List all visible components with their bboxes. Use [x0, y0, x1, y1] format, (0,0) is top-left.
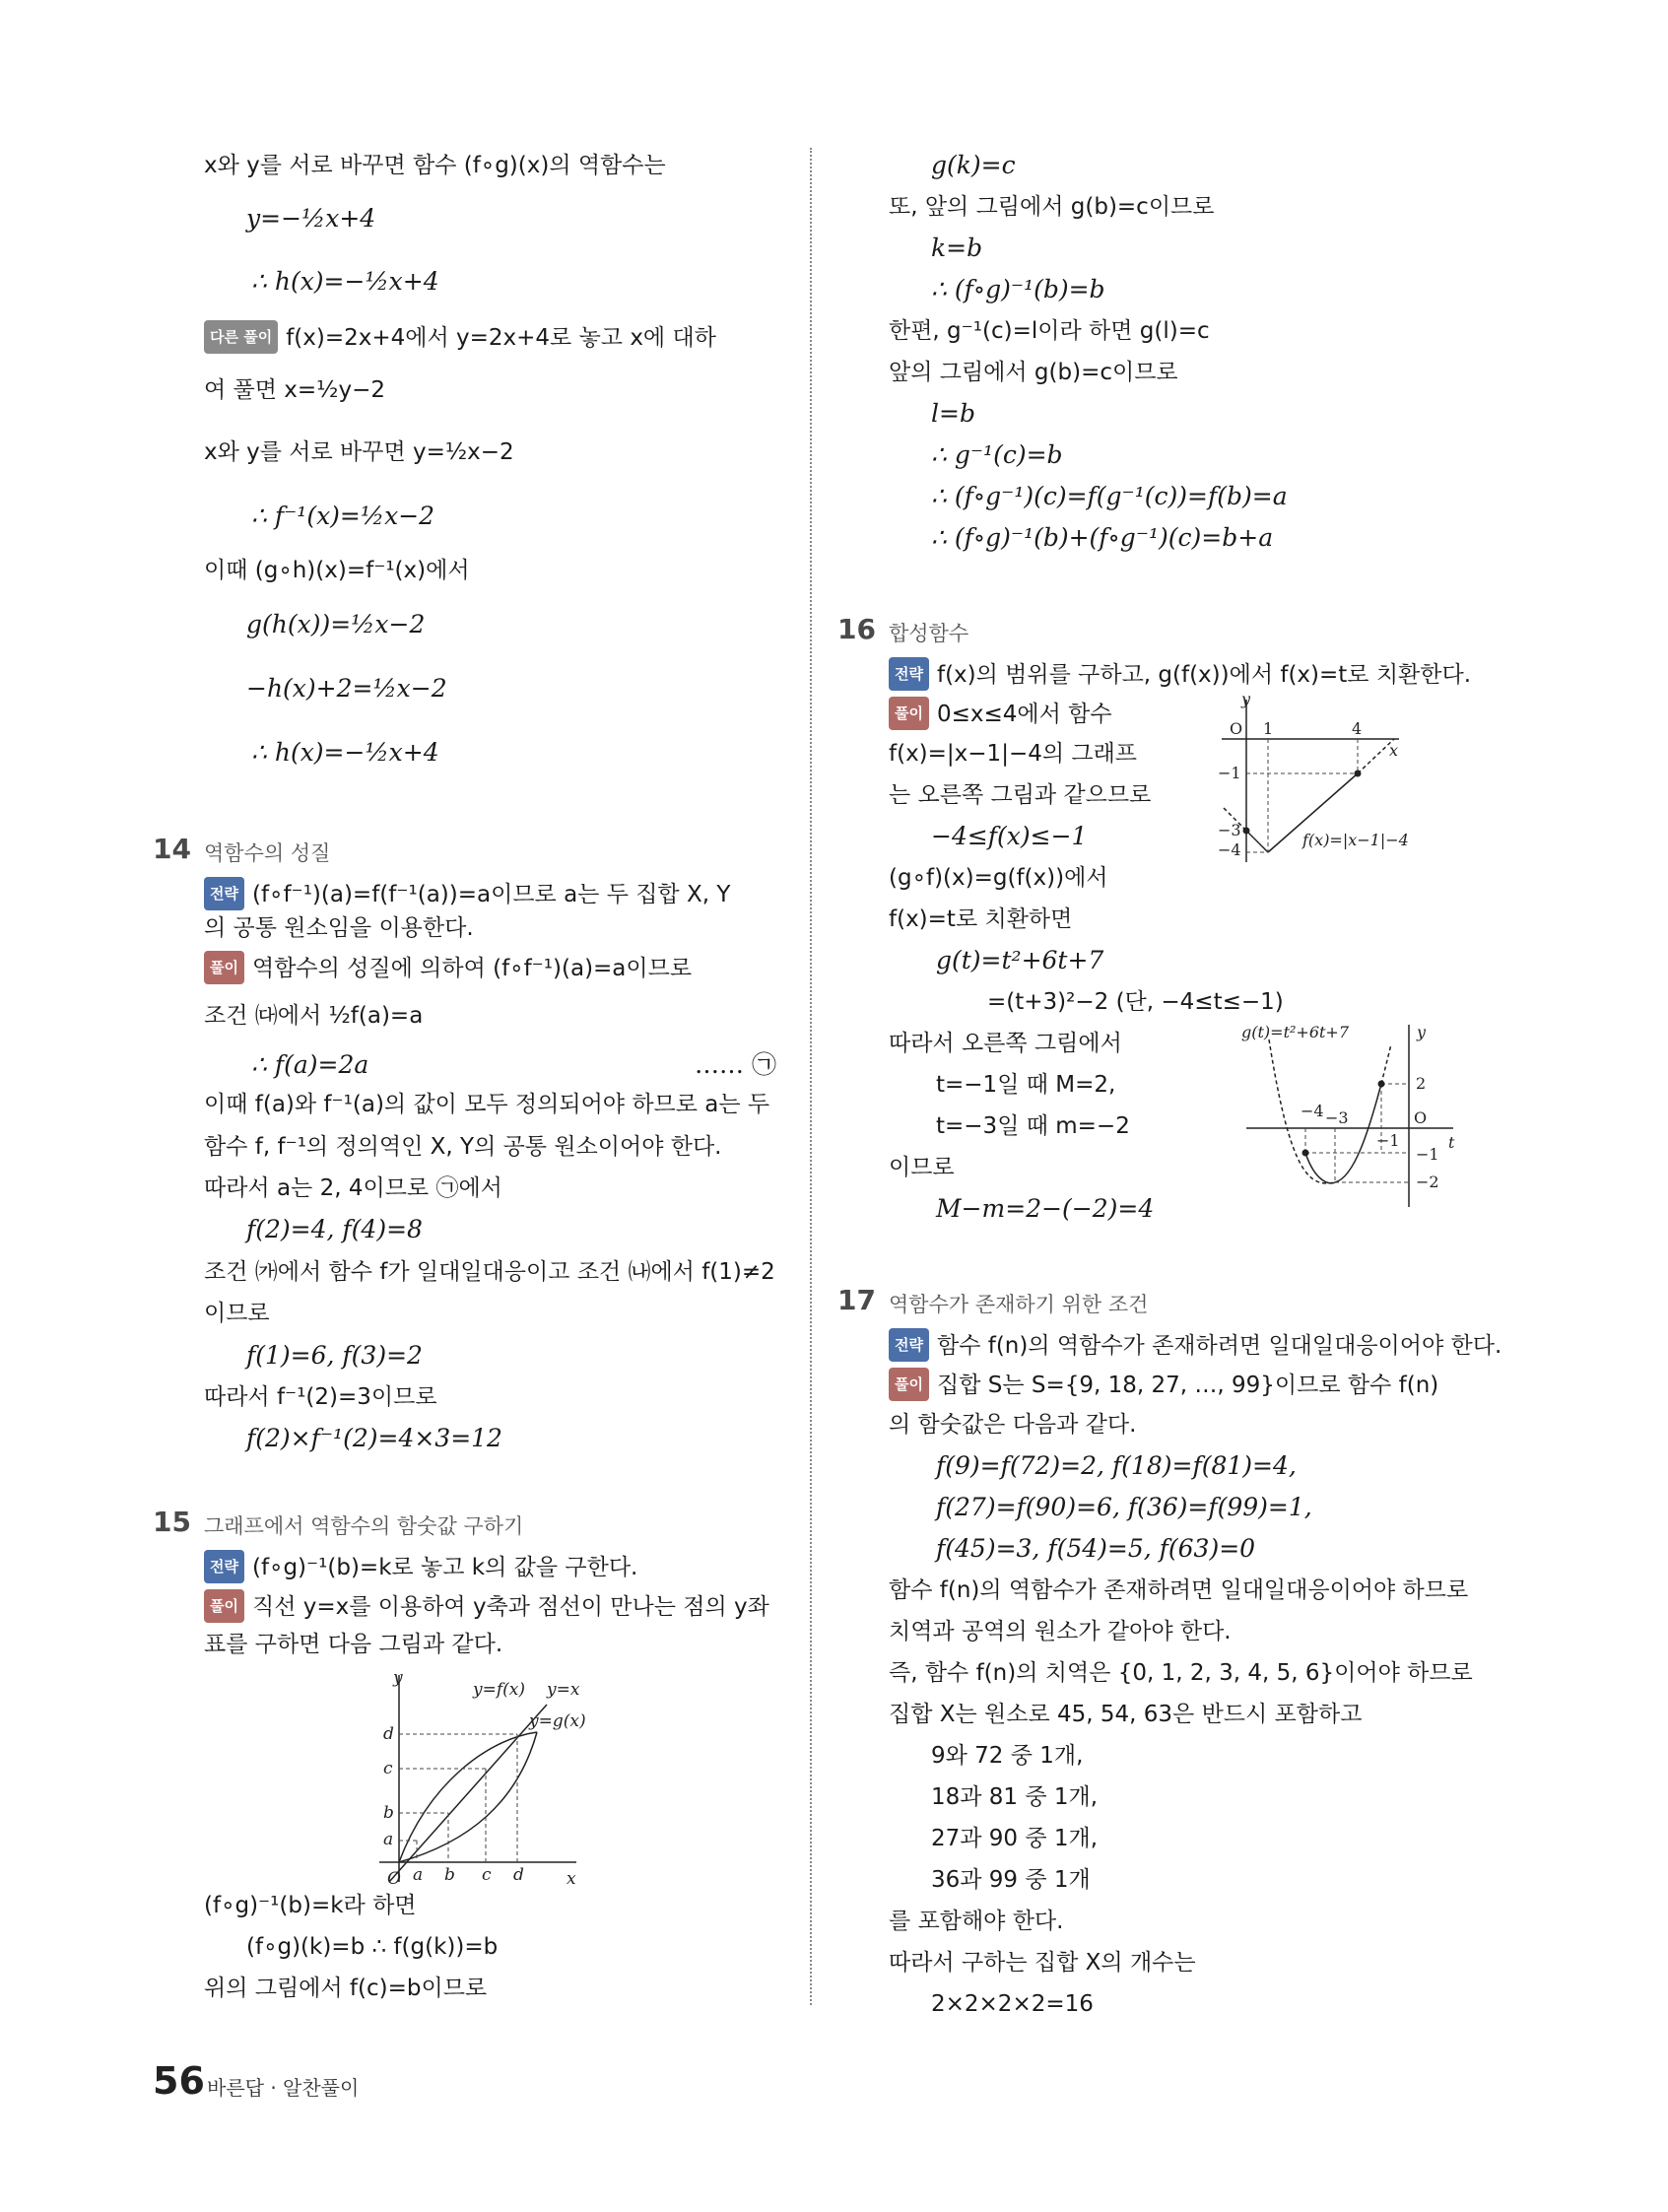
sec17-line-16: 따라서 구하는 집합 X의 개수는 [889, 1950, 1196, 1976]
sec14-strategy [204, 877, 730, 910]
section-15-number: 15 [153, 1506, 191, 1538]
sec17-line-15: 를 포함해야 한다. [889, 1909, 1064, 1934]
graph1-tick-1: 1 [1263, 719, 1274, 738]
graph-f-label: y=f(x) [473, 1680, 525, 1700]
graph-g-quadratic [1232, 1020, 1488, 1212]
right-line-8: ∴ g⁻¹(c)=b [931, 440, 1063, 469]
sec16-line-1: f(x)의 범위를 구하고, g(f(x))에서 f(x)=t로 치환한다. [936, 662, 1472, 688]
sec16-line-11: t=−1일 때 M=2, [936, 1072, 1116, 1098]
sec16-line-6: (g∘f)(x)=g(f(x))에서 [889, 865, 1108, 891]
column-divider [810, 148, 812, 2005]
section-17-number: 17 [837, 1284, 876, 1316]
sec16-line-2: 0≤x≤4에서 함수 [936, 702, 1112, 727]
sec17-line-2: 집합 S는 S={9, 18, 27, …, 99}이므로 함수 f(n) [936, 1373, 1439, 1398]
sec16-line-8: g(t)=t²+6t+7 [936, 946, 1104, 974]
tick-x-b: b [444, 1865, 455, 1885]
sec14-line-4: 조건 ㈐에서 ½f(a)=a [204, 1003, 424, 1029]
graph2-tick-m2: −2 [1416, 1173, 1439, 1191]
section-16-title: 합성함수 [889, 622, 969, 645]
sec16-line-5: −4≤f(x)≤−1 [931, 822, 1088, 850]
section-14-title: 역함수의 성질 [204, 841, 331, 865]
footer-title: 바른답 · 알찬풀이 [207, 2076, 360, 2100]
sec14-line-1: (f∘f⁻¹)(a)=f(f⁻¹(a))=a이므로 a는 두 집합 X, Y [251, 882, 731, 907]
right-line-3: k=b [931, 234, 983, 262]
sec16-line-4: 는 오른쪽 그림과 같으므로 [889, 782, 1152, 808]
solution-tag: 풀이 [889, 1368, 929, 1401]
sec14-line-9: 따라서 a는 2, 4이므로 ㉠에서 [204, 1175, 502, 1201]
curve-g-domain [1305, 1084, 1381, 1183]
sec15-line-2: 직선 y=x를 이용하여 y축과 점선이 만나는 점의 y좌 [251, 1594, 769, 1620]
sec17-line-17: 2×2×2×2=16 [931, 1991, 1094, 2017]
alt-solution-tag: 다른 풀이 [204, 320, 278, 354]
left-line-10: −h(x)+2=½x−2 [246, 674, 447, 703]
section-14-number: 14 [153, 833, 191, 865]
sec17-line-8: 치역과 공역의 원소가 같아야 한다. [889, 1619, 1232, 1644]
sec14-line-3: 역함수의 성질에 의하여 (f∘f⁻¹)(a)=a이므로 [251, 956, 693, 981]
graph1-tick-4: 4 [1352, 719, 1363, 738]
left-line-6: x와 y를 서로 바꾸면 y=½x−2 [204, 439, 514, 465]
sec15-line-5: (f∘g)(k)=b ∴ f(g(k))=b [246, 1934, 499, 1960]
strategy-tag: 전략 [204, 1550, 244, 1583]
tick-y-b: b [383, 1803, 394, 1823]
sec16-line-10: 따라서 오른쪽 그림에서 [889, 1031, 1122, 1056]
sec17-line-12: 18과 81 중 1개, [931, 1784, 1099, 1810]
sec15-line-3: 표를 구하면 다음 그림과 같다. [204, 1632, 503, 1657]
right-line-2: 또, 앞의 그림에서 g(b)=c이므로 [889, 194, 1215, 220]
right-line-1: g(k)=c [931, 151, 1016, 179]
graph-origin: O [387, 1869, 401, 1889]
sec16-line-13: 이므로 [889, 1155, 955, 1180]
sec17-line-10: 집합 X는 원소로 45, 54, 63은 반드시 포함하고 [889, 1702, 1363, 1727]
left-line-9: g(h(x))=½x−2 [246, 610, 426, 638]
page-number: 56 [153, 2059, 205, 2103]
solution-tag: 풀이 [204, 1589, 244, 1623]
sec14-line-8: 함수 f, f⁻¹의 정의역인 X, Y의 공통 원소이어야 한다. [204, 1134, 722, 1160]
sec14-line-2: 의 공통 원소임을 이용한다. [204, 915, 474, 941]
left-line-1: x와 y를 서로 바꾸면 함수 (f∘g)(x)의 역함수는 [204, 153, 666, 178]
sec14-line-5: ∴ f(a)=2a [251, 1050, 369, 1079]
sec15-solution [204, 1589, 769, 1623]
sec14-line-14: 따라서 f⁻¹(2)=3이므로 [204, 1384, 437, 1410]
sec14-line-11: 조건 ㈎에서 함수 f가 일대일대응이고 조건 ㈏에서 f(1)≠2 [204, 1259, 775, 1285]
tick-y-d: d [383, 1724, 394, 1744]
graph2-func-label: g(t)=t²+6t+7 [1241, 1023, 1350, 1041]
sec16-strategy [889, 657, 1471, 691]
sec17-line-9: 즉, 함수 f(n)의 치역은 {0, 1, 2, 3, 4, 5, 6}이어야 하므로 [889, 1660, 1473, 1686]
sec14-line-7: 이때 f(a)와 f⁻¹(a)의 값이 모두 정의되어야 하므로 a는 두 [204, 1092, 770, 1117]
tick-y-a: a [383, 1830, 394, 1849]
sec17-line-7: 함수 f(n)의 역함수가 존재하려면 일대일대응이어야 하므로 [889, 1577, 1469, 1603]
tick-x-d: d [513, 1865, 524, 1885]
sec17-solution [889, 1368, 1438, 1401]
tick-x-a: a [413, 1865, 424, 1885]
graph-fg-inverse [369, 1665, 606, 1902]
sec17-line-5: f(27)=f(90)=6, f(36)=f(99)=1, [936, 1493, 1312, 1521]
graph1-tick-m3: −3 [1218, 821, 1241, 839]
sec15-strategy [204, 1550, 637, 1583]
left-line-7: ∴ f⁻¹(x)=½x−2 [251, 502, 435, 530]
graph2-tick-m1: −1 [1376, 1131, 1400, 1150]
section-16-number: 16 [837, 613, 876, 645]
section-15-title: 그래프에서 역함수의 함숫값 구하기 [204, 1514, 524, 1538]
graph1-tick-m1: −1 [1218, 764, 1241, 782]
left-line-2: y=−½x+4 [246, 204, 376, 233]
graph1-x-label: x [1389, 741, 1399, 760]
right-line-5: 한편, g⁻¹(c)=l이라 하면 g(l)=c [889, 318, 1210, 344]
sec15-line-6: 위의 그림에서 f(c)=b이므로 [204, 1976, 488, 2001]
sec15-line-1: (f∘g)⁻¹(b)=k로 놓고 k의 값을 구한다. [251, 1555, 638, 1580]
graph-f-abs [1212, 695, 1468, 867]
sec16-line-12: t=−3일 때 m=−2 [936, 1113, 1130, 1139]
graph-g-label: y=g(x) [529, 1711, 586, 1731]
line-y-eq-x [389, 1705, 547, 1882]
right-line-7: l=b [931, 399, 975, 428]
right-line-10: ∴ (f∘g)⁻¹(b)+(f∘g⁻¹)(c)=b+a [931, 523, 1274, 552]
sec17-line-6: f(45)=3, f(54)=5, f(63)=0 [936, 1534, 1256, 1563]
section-17-title: 역함수가 존재하기 위한 조건 [889, 1293, 1149, 1316]
curve-f [399, 1732, 537, 1862]
graph-x-label: x [567, 1869, 576, 1889]
strategy-tag: 전략 [889, 1328, 929, 1362]
graph2-tick-m3: −3 [1325, 1108, 1349, 1127]
left-line-5: 여 풀면 x=½y−2 [204, 377, 385, 403]
solution-tag: 풀이 [889, 697, 929, 730]
sec14-line-15: f(2)×f⁻¹(2)=4×3=12 [246, 1424, 502, 1452]
left-line-11: ∴ h(x)=−½x+4 [251, 738, 439, 767]
graph2-tick-y-m1: −1 [1416, 1145, 1439, 1164]
graph2-y-label: y [1417, 1023, 1427, 1041]
left-alt-line [204, 320, 716, 354]
sec15-line-4: (f∘g)⁻¹(b)=k라 하면 [204, 1893, 417, 1918]
left-line-3: ∴ h(x)=−½x+4 [251, 267, 439, 296]
graph1-y-label: y [1241, 695, 1251, 708]
sec16-line-7: f(x)=t로 치환하면 [889, 906, 1073, 932]
right-line-4: ∴ (f∘g)⁻¹(b)=b [931, 275, 1105, 303]
sec16-line-3: f(x)=|x−1|−4의 그래프 [889, 741, 1138, 767]
graph2-origin: O [1414, 1108, 1428, 1127]
left-line-8: 이때 (g∘h)(x)=f⁻¹(x)에서 [204, 558, 470, 583]
sec14-line-6: …… ㉠ [695, 1050, 776, 1079]
graph1-func-label: f(x)=|x−1|−4 [1302, 831, 1409, 849]
tick-x-c: c [482, 1865, 492, 1885]
tick-y-c: c [383, 1759, 393, 1778]
graph2-tick-2: 2 [1416, 1074, 1427, 1093]
solution-tag: 풀이 [204, 951, 244, 984]
sec16-line-9: =(t+3)²−2 (단, −4≤t≤−1) [987, 989, 1284, 1015]
strategy-tag: 전략 [889, 657, 929, 691]
sec16-solution [889, 697, 1112, 730]
curve-g-dashed-right [1381, 1044, 1391, 1084]
sec14-line-13: f(1)=6, f(3)=2 [246, 1341, 423, 1370]
curve-g [399, 1732, 537, 1862]
graph2-tick-m4: −4 [1301, 1102, 1324, 1120]
sec17-line-4: f(9)=f(72)=2, f(18)=f(81)=4, [936, 1451, 1297, 1480]
sec17-line-11: 9와 72 중 1개, [931, 1743, 1084, 1769]
graph1-tick-m4: −4 [1218, 840, 1241, 859]
sec14-solution [204, 951, 692, 984]
graph-y-label: y [393, 1668, 403, 1688]
graph2-t-label: t [1448, 1133, 1455, 1152]
sec14-line-12: 이므로 [204, 1301, 270, 1326]
sec17-line-1: 함수 f(n)의 역함수가 존재하려면 일대일대응이어야 한다. [936, 1333, 1502, 1359]
graph-yx-label: y=x [547, 1680, 580, 1700]
right-line-9: ∴ (f∘g⁻¹)(c)=f(g⁻¹(c))=f(b)=a [931, 482, 1288, 510]
sec17-line-3: 의 함숫값은 다음과 같다. [889, 1412, 1137, 1438]
sec16-line-14: M−m=2−(−2)=4 [936, 1194, 1155, 1223]
strategy-tag: 전략 [204, 877, 244, 910]
graph1-origin: O [1230, 719, 1243, 738]
sec17-strategy [889, 1328, 1501, 1362]
sec17-line-13: 27과 90 중 1개, [931, 1826, 1099, 1851]
right-line-6: 앞의 그림에서 g(b)=c이므로 [889, 360, 1178, 385]
sec14-line-10: f(2)=4, f(4)=8 [246, 1215, 423, 1243]
left-line-4: f(x)=2x+4에서 y=2x+4로 놓고 x에 대하 [286, 325, 716, 351]
sec17-line-14: 36과 99 중 1개 [931, 1867, 1091, 1893]
